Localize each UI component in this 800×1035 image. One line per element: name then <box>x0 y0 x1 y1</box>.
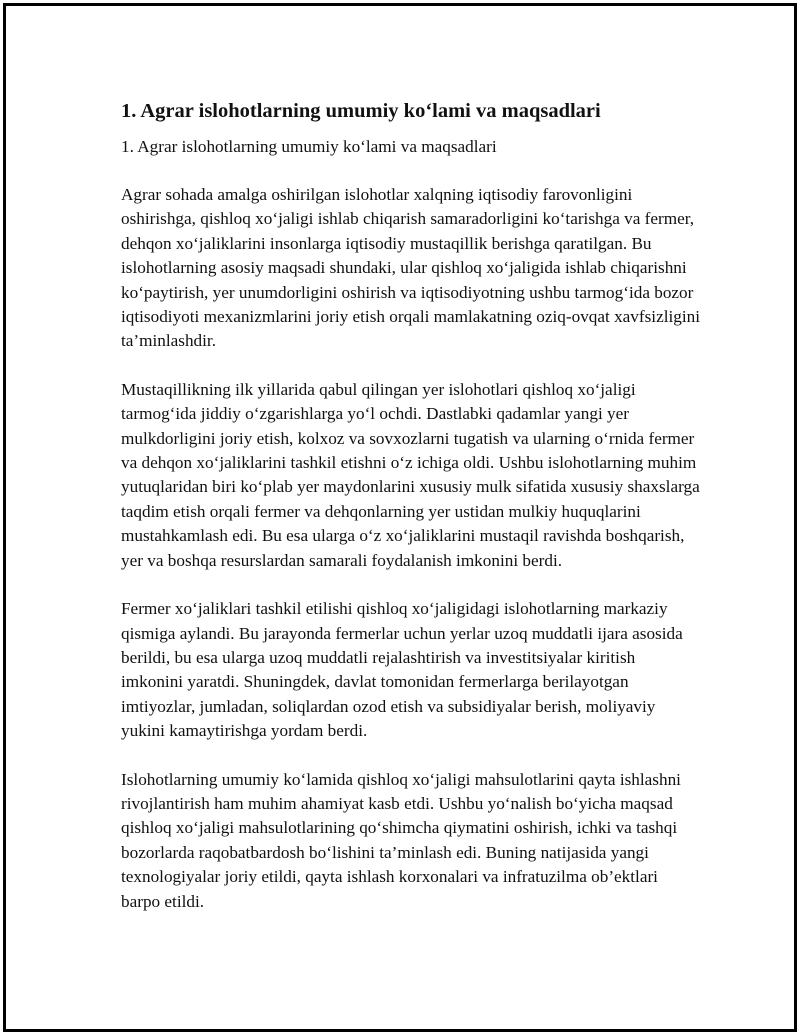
paragraph-4: Islohotlarning umumiy ko‘lamida qishloq xo‘jaligi mahsulotlarini qayta ishlashni rivojlantirish ham muhim ahamiyat kasb etdi. Ushbu yo‘nalish bo‘yicha maqsad qishloq xo‘jaligi mahsulotlarining qo‘shimcha qiymatini oshirish, ichki va tashqi bozorlarda raqobatbardosh bo‘lishini ta’minlash edi. Buning natijasida yangi texnologiyalar joriy etildi, qayta ishlash korxonalari va infratuzilma ob’ektlari barpo etildi. <box>121 769 681 911</box>
paragraph-1: Agrar sohada amalga oshirilgan islohotlar xalqning iqtisodiy farovonligini oshirishga, qishloq xo‘jaligi ishlab chiqarish samaradorligini ko‘tarishga va fermer, dehqon xo‘jaliklarini insonlarga iqtisodiy mustaqillik berishga qaratilgan. Bu islohotlarning asosiy maqsadi shundaki, ular qishloq xo‘jaligida ishlab chiqarishni ko‘paytirish, yer unumdorligini oshirish va iqtisodiyotning ushbu tarmog‘ida bozor iqtisodiyoti mexanizmlarini joriy etish orqali mamlakatning oziq-ovqat xavfsizligini ta’minlashdir. <box>121 185 701 351</box>
page-frame <box>3 3 797 1032</box>
paragraph-2: Mustaqillikning ilk yillarida qabul qilingan yer islohotlari qishloq xo‘jaligi tarmog‘ida jiddiy o‘zgarishlarga yo‘l ochdi. Dastlabki qadamlar yangi yer mulkdorligini joriy etish, kolxoz va sovxozlarni tugatish va ularning o‘rnida fermer va dehqon xo‘jaliklarini tashkil etishni o‘z ichiga oldi. Ushbu islohotlarning muhim yutuqlaridan biri ko‘plab yer maydonlarini xususiy mulk sifatida xususiy shaxslarga taqdim etish orqali fermer va dehqonlarning yer ustidan mulkiy huquqlarini mustahkamlash edi. Bu esa ularga o‘z xo‘jaliklarini mustaqil ravishda boshqarish, yer va boshqa resurslardan samarali foydalanish imkonini berdi. <box>121 379 700 570</box>
document-heading: 1. Agrar islohotlarning umumiy ko‘lami va maqsadlari <box>121 100 601 122</box>
paragraph-3: Fermer xo‘jaliklari tashkil etilishi qishloq xo‘jaligidagi islohotlarning markaziy qismiga aylandi. Bu jarayonda fermerlar uchun yerlar uzoq muddatli ijara asosida berildi, bu esa ularga uzoq muddatli rejalashtirish va investitsiyalar kiritish imkonini yaratdi. Shuningdek, davlat tomonidan fermerlarga berilayotgan imtiyozlar, jumladan, soliqlardan ozod etish va subsidiyalar berish, moliyaviy yukini kamaytirishga yordam berdi. <box>121 599 683 741</box>
document-body <box>121 98 701 914</box>
document-subheading: 1. Agrar islohotlarning umumiy ko‘lami va maqsadlari <box>121 137 497 156</box>
